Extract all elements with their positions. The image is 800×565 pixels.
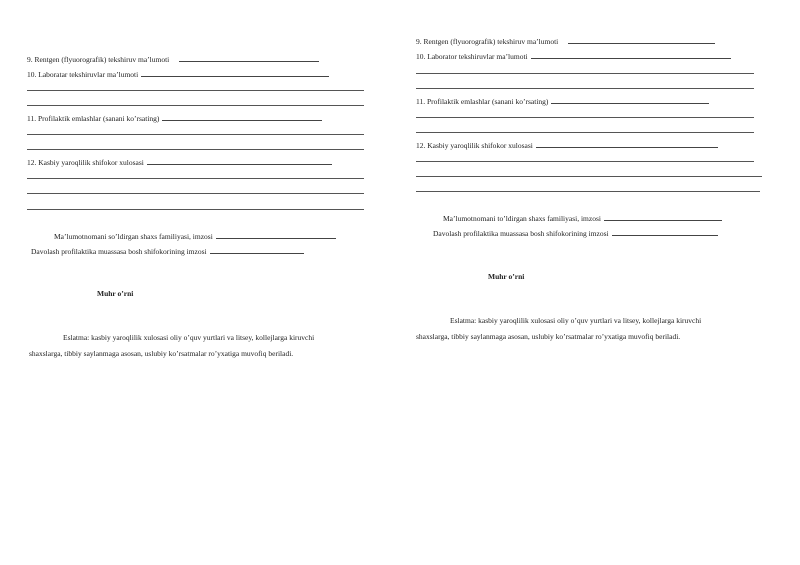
right-lab-field[interactable]	[531, 51, 731, 59]
left-signature-patient-field[interactable]	[216, 231, 336, 239]
right-note-line-1: Eslatma: kasbiy yaroqlilik xulosasi oliy o’quv yurtlari va litsey, kollejlarga kiruvchi	[450, 316, 702, 325]
left-note	[29, 330, 364, 362]
left-xray-row	[27, 54, 319, 64]
right-xray-label: 9. Rentgen (flyuorografik) tekshiruv ma’lumoti	[416, 37, 559, 46]
left-conclusion-label: 12. Kasbiy yaroqlilik shifokor xulosasi	[27, 158, 144, 167]
left-note-line-1: Eslatma: kasbiy yaroqlilik xulosasi oliy o’quv yurtlari va litsey, kollejlarga kiruvchi	[63, 333, 315, 342]
left-conclusion-field[interactable]	[147, 157, 332, 165]
left-vaccine-label: 11. Profilaktik emlashlar (sanani ko’rsating)	[27, 114, 160, 123]
left-lab-line-1[interactable]	[27, 90, 364, 91]
left-signature-patient-row	[54, 231, 336, 241]
right-conclusion-line-1[interactable]	[416, 161, 754, 162]
right-xray-field[interactable]	[568, 36, 715, 44]
right-signature-patient-label: Ma’lumotnomani to’ldirgan shaxs familiyasi, imzosi	[443, 214, 601, 223]
left-signature-head-label: Davolash profilaktika muassasa bosh shifokorining imzosi	[31, 247, 207, 256]
right-signature-patient-field[interactable]	[604, 213, 722, 221]
right-xray-row	[416, 36, 715, 46]
right-lab-line-2[interactable]	[416, 88, 754, 89]
right-stamp-place: Muhr o’rni	[488, 272, 525, 281]
right-signature-head-label: Davolash profilaktika muassasa bosh shifokorining imzosi	[433, 229, 609, 238]
right-signature-head-field[interactable]	[612, 228, 718, 236]
left-signature-head-field[interactable]	[210, 246, 304, 254]
left-lab-label: 10. Laboratar tekshiruvlar ma’lumoti	[27, 70, 139, 79]
right-note	[416, 313, 756, 345]
left-lab-row	[27, 69, 329, 79]
left-note-line-2: shaxslarga, tibbiy saylanmaga asosan, uslubiy ko’rsatmalar ro’yxatiga muvofiq beriladi.	[29, 349, 294, 358]
right-conclusion-field[interactable]	[536, 140, 718, 148]
left-signature-head-row	[31, 246, 304, 256]
left-vaccine-field[interactable]	[162, 113, 322, 121]
left-xray-field[interactable]	[179, 54, 319, 62]
right-lab-row	[416, 51, 731, 61]
left-vaccine-line-2[interactable]	[27, 149, 364, 150]
left-signature-patient-label: Ma’lumotnomani so’ldirgan shaxs familiyasi, imzosi	[54, 232, 213, 241]
left-vaccine-line-1[interactable]	[27, 134, 364, 135]
left-xray-label: 9. Rentgen (flyuorografik) tekshiruv ma’lumoti	[27, 55, 170, 64]
right-signature-patient-row	[443, 213, 722, 223]
right-signature-head-row	[433, 228, 718, 238]
left-conclusion-line-2[interactable]	[27, 193, 364, 194]
right-vaccine-line-2[interactable]	[416, 132, 754, 133]
right-vaccine-line-1[interactable]	[416, 117, 754, 118]
left-lab-field[interactable]	[141, 69, 329, 77]
right-conclusion-line-3[interactable]	[416, 191, 760, 192]
left-vaccine-row	[27, 113, 322, 123]
right-vaccine-field[interactable]	[551, 96, 709, 104]
right-conclusion-row	[416, 140, 718, 150]
right-lab-line-1[interactable]	[416, 73, 754, 74]
right-vaccine-label: 11. Profilaktik emlashlar (sanani ko’rsating)	[416, 97, 549, 106]
right-conclusion-line-2[interactable]	[416, 176, 762, 177]
right-note-line-2: shaxslarga, tibbiy saylanmaga asosan, uslubiy ko’rsatmalar ro’yxatiga muvofiq beriladi.	[416, 332, 681, 341]
right-vaccine-row	[416, 96, 709, 106]
right-conclusion-label: 12. Kasbiy yaroqlilik shifokor xulosasi	[416, 141, 533, 150]
left-conclusion-line-3[interactable]	[27, 209, 364, 210]
left-conclusion-line-1[interactable]	[27, 178, 364, 179]
right-lab-label: 10. Laborator tekshiruvlar ma’lumoti	[416, 52, 528, 61]
left-lab-line-2[interactable]	[27, 105, 364, 106]
left-stamp-place: Muhr o’rni	[97, 289, 134, 298]
left-conclusion-row	[27, 157, 332, 167]
